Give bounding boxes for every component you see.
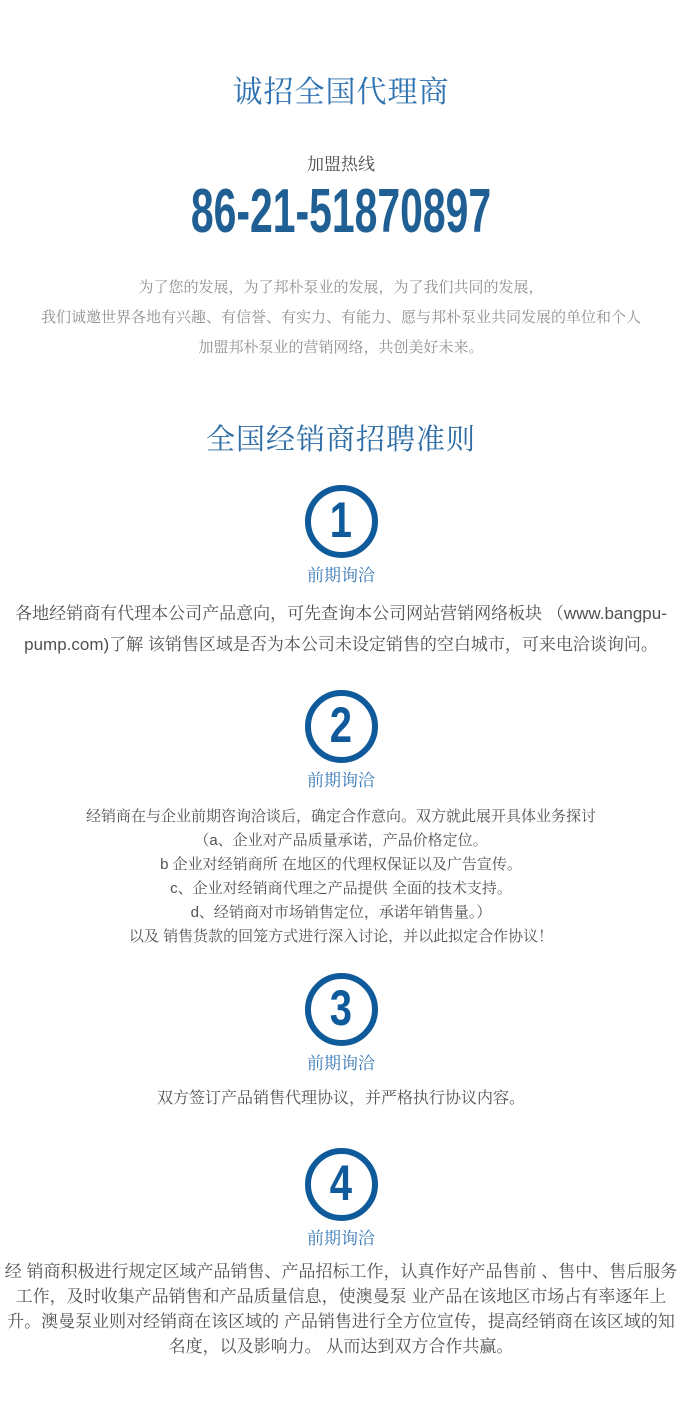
step-label: 前期询洽 [307,1229,375,1248]
step-description [0,805,682,949]
step-description: 双方签订产品销售代理协议，并严格执行协议内容。 [156,1090,525,1107]
step-4-number-badge [305,1148,378,1221]
step-number: 1 [329,491,353,548]
step-description-line: 以及 销售货款的回笼方式进行深入讨论，并以此拟定合作协议！ [128,928,554,945]
step-description: 经 销商积极进行规定区域产品销售、产品招标工作，认真作好产品售前 、售中、售后服务工作，及时收集产品销售和产品质量信息，使澳曼泵 业产品在该地区市场占有率逐年上升。澳曼泵业则对经销商在该区域的 产品销售进行全方位宣传，提高经销商在该区域的知名度，以及影响力。 从而达到双方合作共赢。 [4,1262,678,1356]
step-description-line: 经销商在与企业前期咨询洽谈后，确定合作意向。双方就此展开具体业务探讨 [85,808,596,825]
page-title: 诚招全国代理商 [232,76,450,109]
hotline-label: 加盟热线 [307,155,375,174]
step-number: 4 [329,1154,353,1211]
step-block-1 [0,485,682,660]
intro-line: 我们诚邀世界各地有兴趣、有信誉、有实力、有能力、愿与邦朴泵业共同发展的单位和个人 [40,309,641,326]
step-number: 3 [329,979,353,1036]
step-label: 前期询洽 [307,1054,375,1073]
section-title: 全国经销商招聘准则 [205,424,476,456]
step-description-line: b 企业对经销商所 在地区的代理权保证以及广告宣传。 [160,856,522,873]
intro-line: 加盟邦朴泵业的营销网络，共创美好未来。 [198,339,484,356]
hotline-phone-number: 86-21-51870897 [190,177,492,246]
step-description: 各地经销商有代理本公司产品意向，可先查询本公司网站营销网络板块 （www.bangpu-pump.com)了解 该销售区域是否为本公司未设定销售的空白城市，可来电洽谈询问。 [15,604,667,654]
intro-line: 为了您的发展，为了邦朴泵业的发展，为了我们共同的发展， [138,279,544,296]
step-block-4 [0,1148,682,1359]
step-description-line: （a、企业对产品质量承诺，产品价格定位。 [194,832,488,849]
step-block-3 [0,973,682,1110]
step-2-number-badge [305,690,378,763]
step-3-number-badge [305,973,378,1046]
step-number: 2 [329,696,353,753]
step-description-line: d、经销商对市场销售定位，承诺年销售量。） [190,904,492,921]
step-label: 前期询洽 [307,771,375,790]
step-description-line: c、企业对经销商代理之产品提供 全面的技术支持。 [170,880,512,897]
step-label: 前期询洽 [307,566,375,585]
step-1-number-badge [305,485,378,558]
intro-paragraph [0,273,682,363]
step-block-2 [0,690,682,949]
